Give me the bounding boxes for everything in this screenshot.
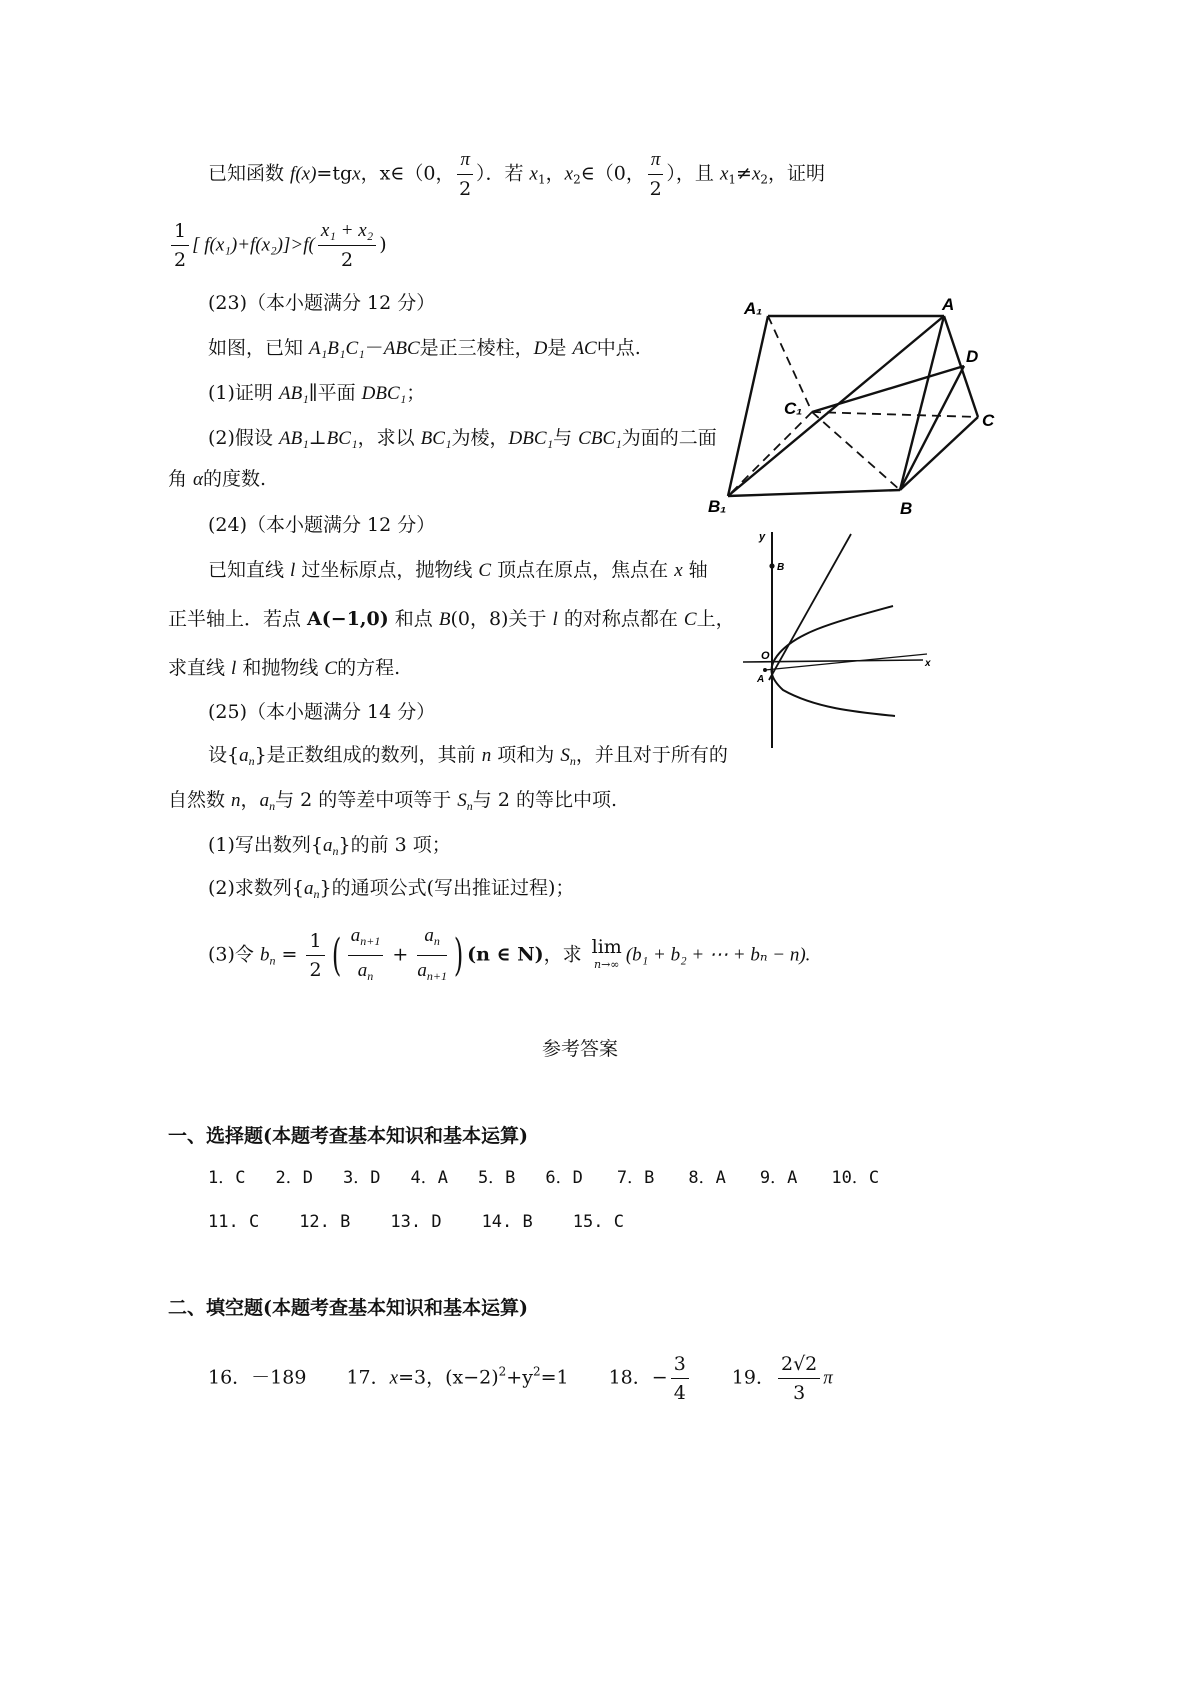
q25-part3: (3)令 $b_n$ = $\frac{1}{2}$ ( $\frac{a_{n+1}}{a_n}$ + $\frac{a_n}{a_{n+1}}$ ) (n ∈ N)，求 lim n→∞ (b₁ + b₂ + ⋯ + bₙ − n). (208, 921, 810, 990)
limit: lim n→∞ (591, 935, 622, 971)
pi-over-2-b: $\frac{\pi}{2}$ (648, 146, 664, 203)
answers-row1: 1．C 2．D 3．D 4．A 5．B 6．D 7．B 8．A 9．A 10．C (208, 1168, 880, 1188)
label-b: B (777, 562, 785, 573)
prism-figure (700, 290, 1020, 530)
answer19-fraction: $\frac{2√2}{3}$ (778, 1350, 820, 1407)
hidden-c1-b (812, 412, 900, 490)
label-y: y (759, 531, 766, 543)
label-d: D (966, 347, 979, 366)
edge-c1-d (812, 366, 964, 412)
point-a (763, 668, 767, 672)
answers-fill: 16．－189 17．x=3，$(x-2)^2+y^2=1$ 18．− $\frac{3}{4}$ 19． $\frac{2√2}{3}$ π (208, 1350, 833, 1407)
label-c1: C₁ (784, 399, 803, 418)
q23-header: (23)（本小题满分 12 分） (208, 292, 436, 314)
q25-part2: (2)求数列$\{a_n\}$的通项公式(写出推证过程)； (208, 877, 575, 901)
q25-header: (25)（本小题满分 14 分） (208, 701, 436, 723)
q23-part2-cont: 角 α的度数. (168, 468, 267, 490)
q24-header: (24)（本小题满分 12 分） (208, 514, 436, 536)
q23-line1: 如图，已知 A₁B₁C₁－ABC是正三棱柱，D是 AC中点. (208, 337, 641, 359)
mean-fraction: $\frac{\text{x₁ + x₂}}{2}$ (318, 217, 376, 274)
q23-part2: (2)假设 AB₁⊥BC₁，求以 BC₁为棱，DBC₁与 CBC₁为面的二面 (208, 427, 717, 449)
edge-a-b (900, 316, 944, 490)
label-x: x (925, 658, 931, 669)
label-a: A (757, 674, 765, 685)
parabola-figure (735, 520, 945, 755)
answers-row2: 11. C 12. B 13. D 14. B 15. C (208, 1212, 624, 1232)
half-fraction: $\frac{1}{2}$ (171, 217, 189, 274)
point-b (769, 563, 774, 568)
ratio-frac-2: $\frac{a_n}{a_{n+1}}$ (417, 921, 447, 990)
label-o: O (761, 650, 770, 662)
q25-line1: 设$\{a_n\}$是正数组成的数列，其前 n 项和为 $S_n$，并且对于所有的 (208, 744, 728, 768)
pi-over-2: $\frac{\pi}{2}$ (457, 146, 473, 203)
q25-part1: (1)写出数列$\{a_n\}$的前 3 项； (208, 834, 451, 858)
label-a1: A₁ (744, 299, 763, 318)
answers-title: 参考答案 (542, 1038, 619, 1060)
hidden-c1-b1 (728, 412, 812, 496)
edge-b-c (900, 417, 978, 490)
hidden-a1-c1 (768, 316, 812, 412)
hidden-c1-c (812, 412, 978, 417)
q22-line2: $\frac{1}{2}$ [ f(x₁)+f(x₂)]>f( $\frac{\text{x₁ + x₂}}{2}$ ) (168, 217, 387, 274)
label-c: C (982, 411, 995, 430)
x-axis (743, 660, 923, 662)
label-b1: B₁ (708, 497, 727, 516)
q23-part1: (1)证明 AB₁∥平面 DBC₁； (208, 382, 426, 404)
edge-b1-b (728, 490, 900, 496)
half-frac: $\frac{1}{2}$ (306, 927, 324, 984)
label-b: B (900, 499, 913, 518)
section1-title: 一、选择题(本题考查基本知识和基本运算) (168, 1125, 528, 1147)
q25-line2: 自然数 n，$a_n$与 2 的等差中项等于 $S_n$与 2 的等比中项. (168, 789, 617, 813)
line-l (769, 534, 851, 680)
q24-line3: 求直线 l 和抛物线 C的方程. (168, 657, 401, 679)
label-a: A (942, 295, 955, 314)
ratio-frac-1: $\frac{a_{n+1}}{a_n}$ (348, 921, 384, 990)
answer18-fraction: $\frac{3}{4}$ (671, 1350, 689, 1407)
q22-line1: 已知函数 f(x)=tgx，x∈（0， $\frac{\pi}{2}$ ）．若 $x_1$，$x_2\in(0$， $\frac{\pi}{2}$ ），且 $x_1\ne x_2$，证明 (208, 146, 825, 203)
section2-title: 二、填空题(本题考查基本知识和基本运算) (168, 1297, 528, 1319)
edge-b-d (900, 366, 964, 490)
q24-line1: 已知直线 l 过坐标原点，抛物线 C 顶点在原点，焦点在 x 轴 (208, 559, 708, 581)
q24-line2: 正半轴上．若点 A(−1,0) 和点 B(0，8)关于 l 的对称点都在 C上， (168, 608, 735, 630)
